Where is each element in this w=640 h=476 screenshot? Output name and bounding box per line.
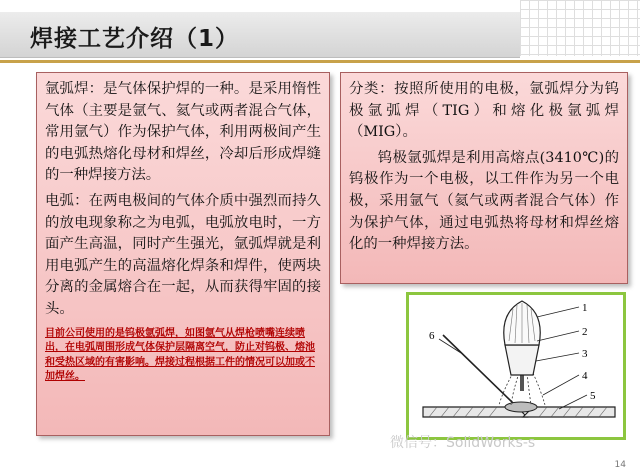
tig-torch-diagram bbox=[409, 295, 623, 437]
company-note: 目前公司使用的是钨极氩弧焊，如图氩气从焊枪喷嘴连续喷出，在电弧周围形成气体保护层隔离空气，防止对钨极、熔池和受热区域的有害影响。焊接过程根据工件的情况可以加或不加焊丝。 bbox=[45, 327, 315, 383]
page-number: 14 bbox=[614, 460, 626, 470]
callout-2: 2 bbox=[582, 326, 588, 338]
weld-pool bbox=[505, 402, 537, 412]
filler-wire bbox=[443, 335, 513, 403]
grid-decoration bbox=[520, 0, 640, 56]
arc-paragraph: 电弧：在两电极间的气体介质中强烈而持久的放电现象称之为电弧，电弧放电时，一方面产生高温，同时产生强光，氩弧焊就是利用电弧产生的高温熔化焊条和焊件，使两块分离的金属熔合在一起，从而获得牢固的接头。 bbox=[45, 192, 321, 317]
tig-welding-figure bbox=[406, 292, 626, 440]
callout-6: 6 bbox=[429, 330, 435, 342]
argon-arc-definition-box bbox=[36, 72, 330, 436]
classification-box bbox=[340, 72, 628, 284]
page-title: 焊接工艺介绍（1） bbox=[30, 26, 240, 52]
torch-nozzle bbox=[505, 345, 539, 375]
title-divider bbox=[0, 60, 640, 63]
definition-paragraph: 氩弧焊：是气体保护焊的一种。是采用惰性气体（主要是氩气、氦气或两者混合气体，常用氩气）作为保护气体，利用两极间产生的电弧热熔化母材和焊丝，冷却后形成焊缝的一种焊接方法。 bbox=[45, 81, 321, 184]
wechat-watermark: 微信号：SolidWorks-s bbox=[390, 435, 536, 451]
classification-paragraph: 分类：按照所使用的电极，氩弧焊分为钨极氩弧焊（TIG）和熔化极氩弧焊（MIG）。 bbox=[349, 81, 619, 141]
callout-4: 4 bbox=[582, 370, 588, 382]
tig-paragraph: 钨极氩弧焊是利用高熔点(3410℃)的钨极作为一个电极，以工件作为另一个电极，采用氩气（氦气或两者混合气体）作为保护气体，通过电弧热将母材和焊丝熔化的一种焊接方法。 bbox=[349, 149, 619, 253]
callout-5: 5 bbox=[590, 390, 596, 402]
title-bar bbox=[0, 12, 520, 58]
callout-3: 3 bbox=[582, 348, 588, 360]
callout-1: 1 bbox=[582, 302, 588, 314]
